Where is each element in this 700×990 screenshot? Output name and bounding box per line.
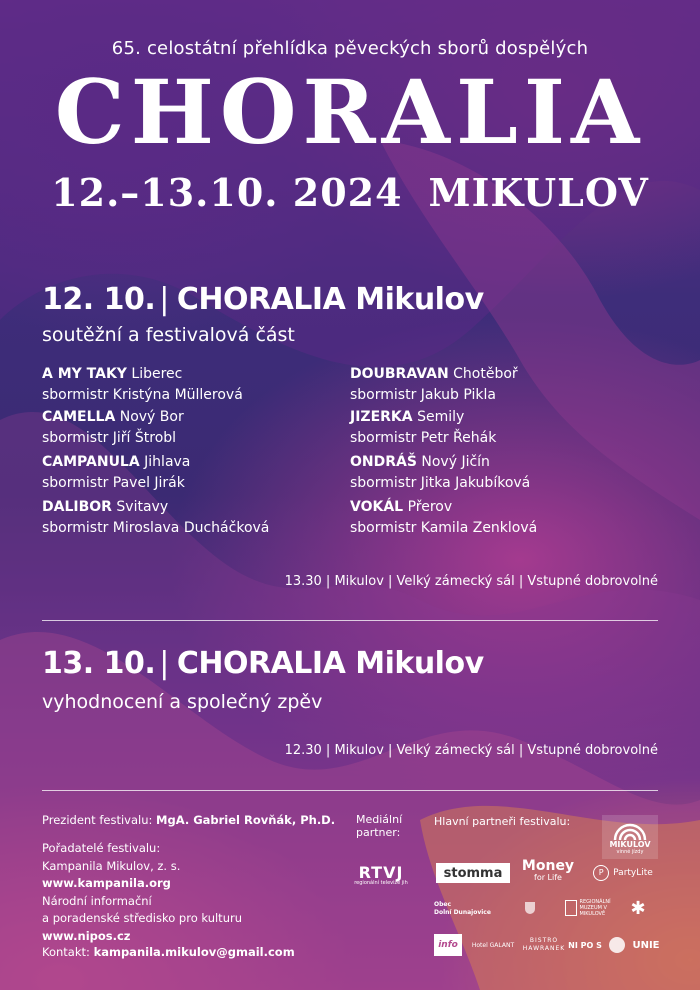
choir-conductor: sbormistr Kamila Zenklová bbox=[350, 520, 538, 536]
choir-entry bbox=[350, 407, 496, 449]
choir-conductor: sbormistr Jakub Pikla bbox=[350, 387, 496, 403]
festival-subtitle: 65. celostátní přehlídka pěveckých sborů dospělých bbox=[111, 38, 589, 59]
partylite-logo: P PartyLite bbox=[586, 862, 660, 884]
choir-conductor: sbormistr Kristýna Müllerová bbox=[42, 387, 243, 403]
coat-of-arms-logo bbox=[500, 896, 560, 920]
day2-date: 13. 10. bbox=[42, 646, 156, 681]
organizers-block: Pořadatelé festivalu: Kampanila Mikulov, z. s. www.kampanila.org Národní informační a poradenské středisko pro kulturu www.nipos.cz bbox=[42, 841, 242, 943]
museum-icon bbox=[565, 900, 577, 916]
choir-conductor: sbormistr Pavel Jirák bbox=[42, 475, 185, 491]
figure-logo bbox=[616, 896, 660, 920]
choir-entry bbox=[350, 452, 530, 494]
festival-title: CHORALIA bbox=[54, 60, 646, 164]
contact: Kontakt: kampanila.mikulov@gmail.com bbox=[42, 945, 295, 959]
choir-city: Nový Bor bbox=[119, 409, 184, 425]
mikulov-logo: MIKULOV vinné jízdy bbox=[602, 815, 658, 859]
choir-city: Nový Jičín bbox=[421, 454, 490, 470]
bistro-hawranek-logo: BISTRO HAWRANEK bbox=[522, 937, 566, 952]
choir-conductor: sbormistr Jitka Jakubíková bbox=[350, 475, 531, 491]
choir-entry bbox=[350, 364, 518, 406]
choir-city: Chotěboř bbox=[453, 366, 518, 382]
festival-dates: 12.–13.10. 2024 bbox=[51, 170, 403, 215]
festival-dates-line bbox=[0, 170, 700, 215]
nipos-link[interactable]: www.nipos.cz bbox=[42, 928, 131, 943]
kampanila-link[interactable]: www.kampanila.org bbox=[42, 876, 171, 890]
info-logo: info bbox=[434, 934, 462, 956]
stomma-logo: stomma bbox=[436, 863, 510, 883]
choir-entry bbox=[42, 364, 243, 406]
choir-city: Svitavy bbox=[116, 499, 169, 515]
choir-entry bbox=[42, 407, 184, 449]
festival-place: MIKULOV bbox=[428, 170, 649, 215]
day1-title: CHORALIA Mikulov bbox=[176, 282, 484, 317]
divider bbox=[42, 620, 658, 621]
choir-name: A MY TAKY bbox=[42, 366, 127, 382]
day1-heading: 12. 10. | CHORALIA Mikulov bbox=[42, 282, 484, 317]
day1-date: 12. 10. bbox=[42, 282, 156, 317]
festival-president: Prezident festivalu: MgA. Gabriel Rovňák, Ph.D. bbox=[42, 813, 336, 827]
choir-name: VOKÁL bbox=[350, 499, 404, 515]
day2-venue-info: 12.30 | Mikulov | Velký zámecký sál | Vstupné dobrovolné bbox=[284, 743, 658, 758]
choir-city: Jihlava bbox=[144, 454, 191, 470]
day2-heading: 13. 10. | CHORALIA Mikulov bbox=[42, 646, 484, 681]
choir-city: Liberec bbox=[131, 366, 183, 382]
choir-conductor: sbormistr Miroslava Ducháčková bbox=[42, 520, 270, 536]
choir-conductor: sbormistr Petr Řehák bbox=[350, 430, 497, 446]
coat-of-arms-icon bbox=[525, 902, 535, 914]
unie-logo: UNIE bbox=[632, 939, 660, 951]
choir-name: DALIBOR bbox=[42, 499, 112, 515]
choir-city: Semily bbox=[417, 409, 465, 425]
choir-entry bbox=[350, 497, 537, 539]
obec-dolni-dunajovice-logo: Obec Dolní Dunajovice bbox=[434, 901, 491, 916]
day2-subtitle: vyhodnocení a společný zpěv bbox=[42, 691, 323, 713]
day1-subtitle: soutěžní a festivalová část bbox=[42, 324, 295, 346]
choir-name: CAMELLA bbox=[42, 409, 116, 425]
round-emblem-logo bbox=[606, 935, 628, 955]
choir-name: CAMPANULA bbox=[42, 454, 140, 470]
nipos-logo: NI PO S bbox=[568, 940, 602, 950]
day1-venue-info: 13.30 | Mikulov | Velký zámecký sál | Vstupné dobrovolné bbox=[284, 574, 658, 589]
choir-entry bbox=[42, 497, 269, 539]
choir-conductor: sbormistr Jiří Štrobl bbox=[42, 430, 177, 446]
choir-name: ONDRÁŠ bbox=[350, 454, 417, 470]
money-for-life-logo: Money for Life bbox=[521, 858, 575, 882]
choir-name: JIZERKA bbox=[350, 409, 413, 425]
hotel-galant-logo: Hotel GALANT bbox=[471, 941, 515, 949]
partylite-icon: P bbox=[593, 865, 609, 881]
day2-title: CHORALIA Mikulov bbox=[176, 646, 484, 681]
figure-icon: ✱ bbox=[630, 897, 646, 919]
rtvj-logo: RTVJ regionální televize jih bbox=[354, 862, 408, 886]
mikulov-arc-icon bbox=[613, 820, 647, 840]
main-partners-label: Hlavní partneři festivalu: bbox=[434, 815, 571, 828]
regional-museum-logo: REGIONÁLNÍ MUZEUM V MIKULOVĚ bbox=[562, 896, 616, 920]
contact-email-link[interactable]: kampanila.mikulov@gmail.com bbox=[93, 945, 295, 959]
round-emblem-icon bbox=[609, 937, 625, 953]
choir-city: Přerov bbox=[407, 499, 453, 515]
choir-name: DOUBRAVAN bbox=[350, 366, 449, 382]
media-partner-label: Mediální partner: bbox=[356, 813, 403, 839]
divider bbox=[42, 790, 658, 791]
choir-entry bbox=[42, 452, 190, 494]
